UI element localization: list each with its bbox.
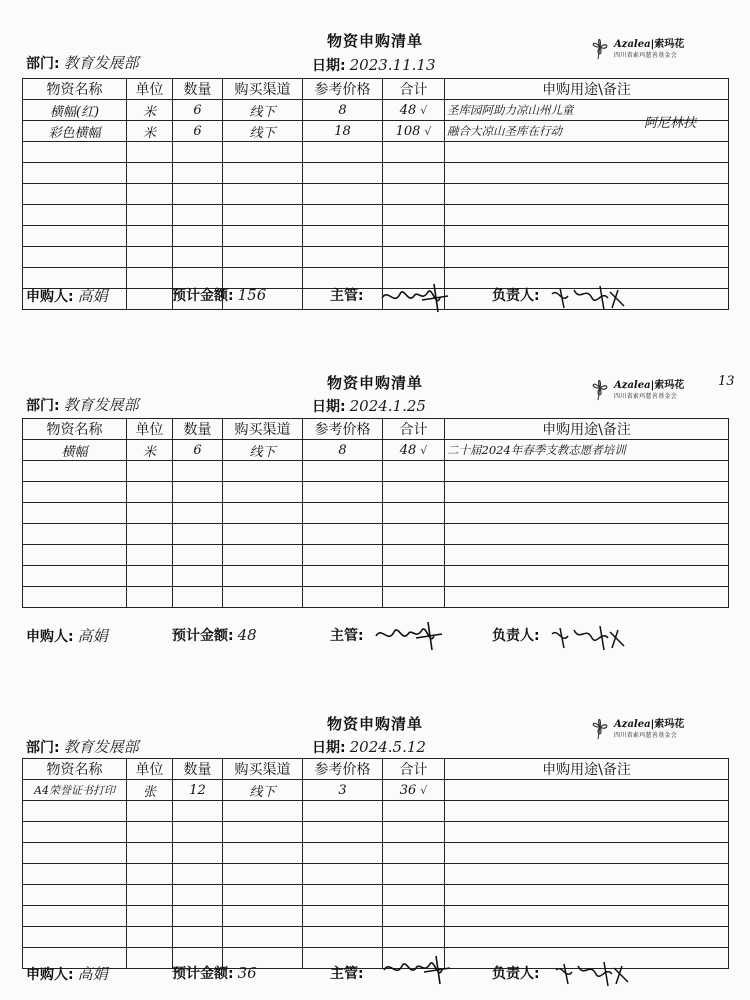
department-field — [26, 736, 139, 757]
brand-latin: Azalea — [614, 380, 651, 391]
estimate-label: 预计金额: — [172, 628, 234, 644]
empty-row — [23, 927, 729, 948]
estimate-value: 156 — [237, 286, 267, 304]
supervisor-label: 主管: — [330, 628, 364, 644]
date-value: 2024.1.25 — [349, 397, 426, 415]
col-price: 参考价格 — [303, 419, 383, 440]
item-qty: 6 — [173, 440, 223, 461]
col-quantity: 数量 — [173, 79, 223, 100]
date-field — [312, 396, 426, 416]
item-note: 融合大凉山圣库在行动 — [445, 121, 729, 142]
item-qty: 6 — [173, 121, 223, 142]
item-name: A4荣誉证书打印 — [23, 780, 127, 801]
item-price: 8 — [303, 100, 383, 121]
department-value: 教育发展部 — [63, 54, 139, 72]
check-mark: √ — [420, 443, 428, 457]
responsible-signature — [548, 280, 628, 314]
responsible-signature — [548, 620, 628, 654]
form-title: 物资申购清单 — [326, 32, 423, 50]
supervisor-label: 主管: — [330, 966, 364, 982]
responsible-field — [492, 625, 540, 645]
department-field — [26, 52, 139, 73]
org-logo: Azalea|索玛花 四川省索玛慈善基金会 — [588, 32, 698, 66]
item-total: 48 — [399, 102, 417, 118]
azalea-flower-icon — [588, 714, 612, 740]
supervisor-signature — [372, 618, 452, 652]
col-price: 参考价格 — [303, 79, 383, 100]
col-purpose-note: 申购用途\备注 — [445, 79, 729, 100]
estimate-value: 48 — [237, 626, 257, 644]
item-price: 18 — [303, 121, 383, 142]
responsible-label: 负责人: — [492, 628, 540, 644]
table-row — [23, 440, 729, 461]
page-mark: 13 — [718, 374, 735, 389]
item-unit: 米 — [127, 121, 173, 142]
empty-row — [23, 864, 729, 885]
item-channel: 线下 — [223, 121, 303, 142]
item-channel: 线下 — [223, 780, 303, 801]
empty-row — [23, 163, 729, 184]
brand-cn: 索玛花 — [654, 380, 685, 391]
responsible-field — [492, 963, 540, 983]
applicant-field — [26, 963, 108, 984]
empty-row — [23, 205, 729, 226]
department-label: 部门: — [26, 56, 60, 72]
col-item-name: 物资名称 — [23, 759, 127, 780]
estimate-field — [172, 285, 266, 305]
col-quantity: 数量 — [173, 759, 223, 780]
date-value: 2023.11.13 — [349, 56, 436, 74]
date-value: 2024.5.12 — [349, 738, 426, 756]
responsible-label: 负责人: — [492, 966, 540, 982]
col-purpose-note: 申购用途\备注 — [445, 759, 729, 780]
responsible-signature — [552, 956, 632, 990]
applicant-label: 申购人: — [26, 289, 74, 305]
item-name: 横幅(红) — [23, 100, 127, 121]
empty-row — [23, 226, 729, 247]
col-purpose-note: 申购用途\备注 — [445, 419, 729, 440]
item-total-cell — [383, 121, 445, 142]
col-unit: 单位 — [127, 79, 173, 100]
applicant-field — [26, 625, 108, 646]
col-total: 合计 — [383, 759, 445, 780]
col-item-name: 物资名称 — [23, 79, 127, 100]
table-row — [23, 121, 729, 142]
form-title: 物资申购清单 — [326, 715, 423, 733]
item-name: 彩色横幅 — [23, 121, 127, 142]
table-header-row — [23, 79, 729, 100]
empty-row — [23, 247, 729, 268]
brand-cn: 索玛花 — [654, 719, 685, 730]
item-total-cell — [383, 100, 445, 121]
applicant-value: 高娟 — [77, 287, 108, 305]
supervisor-label: 主管: — [330, 288, 364, 304]
estimate-label: 预计金额: — [172, 966, 234, 982]
item-qty: 12 — [173, 780, 223, 801]
col-quantity: 数量 — [173, 419, 223, 440]
item-unit: 张 — [127, 780, 173, 801]
col-channel: 购买渠道 — [223, 79, 303, 100]
estimate-field — [172, 963, 257, 983]
item-qty: 6 — [173, 100, 223, 121]
responsible-field — [492, 285, 540, 305]
applicant-label: 申购人: — [26, 629, 74, 645]
department-value: 教育发展部 — [63, 396, 139, 414]
brand-latin: Azalea — [614, 719, 651, 730]
date-label: 日期: — [312, 740, 346, 756]
supervisor-field — [330, 625, 364, 645]
col-unit: 单位 — [127, 419, 173, 440]
azalea-flower-icon — [588, 34, 612, 60]
brand-cn: 索玛花 — [654, 39, 685, 50]
item-channel: 线下 — [223, 100, 303, 121]
item-price: 8 — [303, 440, 383, 461]
date-field — [312, 737, 426, 757]
check-mark: √ — [420, 783, 428, 797]
empty-row — [23, 885, 729, 906]
estimate-value: 36 — [237, 964, 257, 982]
item-note: 圣库园阿助力凉山州儿童 — [445, 100, 729, 121]
estimate-label: 预计金额: — [172, 288, 234, 304]
date-field — [312, 55, 436, 75]
supervisor-signature — [380, 952, 460, 986]
form-title: 物资申购清单 — [326, 374, 423, 392]
item-channel: 线下 — [223, 440, 303, 461]
item-unit: 米 — [127, 100, 173, 121]
department-field — [26, 394, 139, 415]
purchase-table — [22, 418, 729, 608]
applicant-label: 申购人: — [26, 967, 74, 983]
col-unit: 单位 — [127, 759, 173, 780]
supervisor-field — [330, 963, 364, 983]
item-total-cell — [383, 780, 445, 801]
empty-row — [23, 545, 729, 566]
col-channel: 购买渠道 — [223, 759, 303, 780]
org-logo: Azalea|索玛花 四川省索玛慈善基金会 — [588, 712, 698, 746]
department-label: 部门: — [26, 740, 60, 756]
col-total: 合计 — [383, 79, 445, 100]
empty-row — [23, 524, 729, 545]
empty-row — [23, 822, 729, 843]
department-label: 部门: — [26, 398, 60, 414]
empty-row — [23, 906, 729, 927]
col-price: 参考价格 — [303, 759, 383, 780]
supervisor-field — [330, 285, 364, 305]
empty-row — [23, 482, 729, 503]
check-mark: √ — [424, 124, 432, 138]
supervisor-signature — [378, 280, 458, 314]
margin-note: 阿尼林扶 — [644, 116, 697, 131]
table-header-row — [23, 759, 729, 780]
item-total: 36 — [399, 782, 417, 798]
col-item-name: 物资名称 — [23, 419, 127, 440]
table-header-row — [23, 419, 729, 440]
table-row — [23, 780, 729, 801]
purchase-table — [22, 78, 729, 310]
applicant-field — [26, 285, 108, 306]
org-subtitle: 四川省索玛慈善基金会 — [614, 732, 678, 739]
item-note: 二十届2024年春季支教志愿者培训 — [445, 440, 729, 461]
empty-row — [23, 461, 729, 482]
date-label: 日期: — [312, 58, 346, 74]
item-total-cell — [383, 440, 445, 461]
applicant-value: 高娟 — [77, 627, 108, 645]
brand-latin: Azalea — [614, 39, 651, 50]
empty-row — [23, 801, 729, 822]
org-logo: Azalea|索玛花 四川省索玛慈善基金会 — [588, 373, 698, 407]
col-total: 合计 — [383, 419, 445, 440]
item-total: 48 — [399, 442, 417, 458]
applicant-value: 高娟 — [77, 965, 108, 983]
empty-row — [23, 184, 729, 205]
item-note — [445, 780, 729, 801]
item-total: 108 — [395, 123, 421, 139]
col-channel: 购买渠道 — [223, 419, 303, 440]
empty-row — [23, 587, 729, 608]
item-price: 3 — [303, 780, 383, 801]
org-subtitle: 四川省索玛慈善基金会 — [614, 393, 678, 400]
azalea-flower-icon — [588, 375, 612, 401]
table-row — [23, 100, 729, 121]
department-value: 教育发展部 — [63, 738, 139, 756]
purchase-table — [22, 758, 729, 969]
item-name: 横幅 — [23, 440, 127, 461]
item-unit: 米 — [127, 440, 173, 461]
empty-row — [23, 142, 729, 163]
check-mark: √ — [420, 103, 428, 117]
date-label: 日期: — [312, 399, 346, 415]
estimate-field — [172, 625, 257, 645]
responsible-label: 负责人: — [492, 288, 540, 304]
empty-row — [23, 843, 729, 864]
org-subtitle: 四川省索玛慈善基金会 — [614, 52, 678, 59]
empty-row — [23, 503, 729, 524]
empty-row — [23, 566, 729, 587]
